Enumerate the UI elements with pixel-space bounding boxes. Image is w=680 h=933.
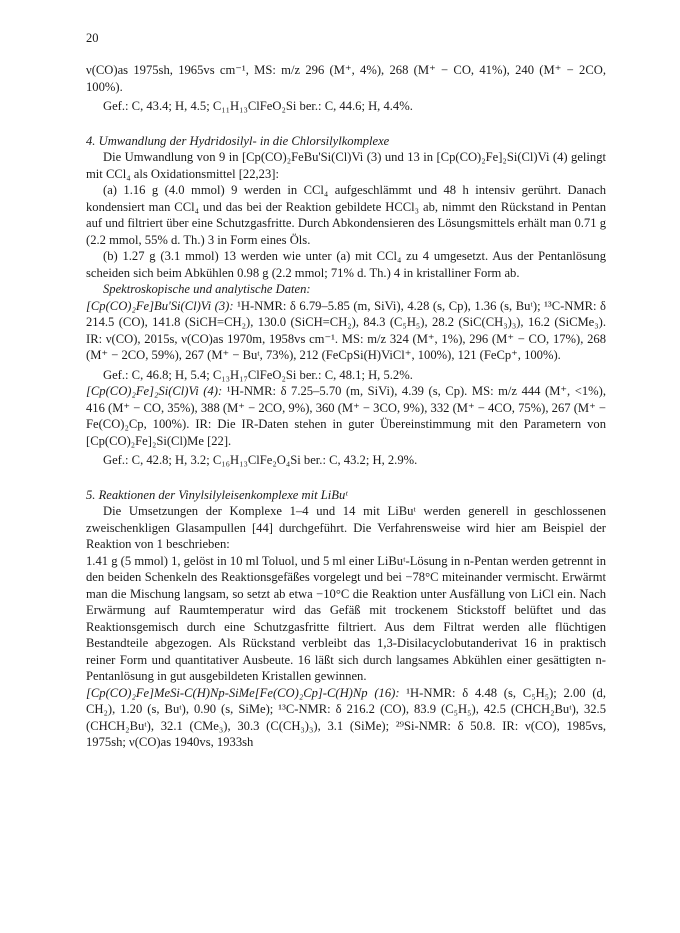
compound-3-analysis: Gef.: C, 46.8; H, 5.4; C₁₃H₁₇ClFeO₂Si ber.: C, 48.1; H, 5.2%. (103, 367, 413, 382)
procedure-b: (b) 1.27 g (3.1 mmol) 13 werden wie unter (a) mit CCl₄ zu 4 umgesetzt. Aus der Pentanlösung scheiden sich beim Abkühlen 0.98 g (2.2 mmol; 71% d. Th.) 4 in kristalliner Form ab. (86, 249, 606, 280)
page-number: 20 (86, 31, 99, 45)
compound-3-name: [Cp(CO)₂Fe]Bu'Si(Cl)Vi (3): (86, 298, 234, 313)
compound-3-text: ¹H-NMR: δ 6.79–5.85 (m, SiVi), 4.28 (s, Cp), 1.36 (s, Buᵗ); ¹³C-NMR: δ 214.5 (CO), 141.8 (SiCH=CH₂), 130.0 (SiCH=CH₂), 84.3 (C₅H₅), 28.2 (SiC(CH₃)₃), 16.2 (SiCMe₃). IR: ν(CO), 2015s, ν(CO)as 1970m, 1958vs cm⁻¹. MS: m/z 324 (M⁺, 1%), 296 (M⁺ − CO, 17%), 268 (M⁺ − 2CO, 59%), 267 (M⁺ − Buᵗ, 73%), 212 (FeCpSi(H)ViCl⁺, 100%), 121 (FeCp⁺, 100%). (86, 298, 606, 362)
section-5-heading: 5. Reaktionen der Vinylsilyleisenkomplexe mit LiBuᵗ (86, 487, 348, 502)
compound-16-name: [Cp(CO)₂Fe]MeSi-C(H)Np-SiMe[Fe(CO)₂Cp]-C(H)Np (16): (86, 685, 400, 700)
section-5-procedure: 1.41 g (5 mmol) 1, gelöst in 10 ml Toluol, und 5 ml einer LiBuᵗ-Lösung in n-Pentan werden getrennt in den beiden Schenkeln des Reaktionsgefäßes vorgelegt und bei −78°C miteinander vermischt. Erwärmt man die Mischung langsam, so setzt ab etwa −10°C die Reaktion unter Ausfällung von LiCl ein. Nach Erwärmung auf Raumtemperatur wird das Gefäß mit trockenem Stickstoff belüftet und das Reaktionsgemisch durch eine Schutzgasfritte filtriert. Aus dem Filtrat werden alle flüchtigen Bestandteile abgezogen. Als Rückstand verbleibt das 1,3-Disilacyclobutanderivat 16 in praktisch reiner Form und quantitativer Ausbeute. 16 läßt sich durch langsames Abkühlen einer gesättigten n-Pentanlösung in gut ausgebildeten Kristallen gewinnen. (86, 553, 606, 683)
compound-4-analysis: Gef.: C, 42.8; H, 3.2; C₁₆H₁₃ClFe₂O₄Si ber.: C, 43.2; H, 2.9%. (103, 453, 418, 467)
compound-16-data (86, 685, 606, 751)
compound-4-text: ¹H-NMR: δ 7.25–5.70 (m, SiVi), 4.39 (s, Cp). MS: m/z 444 (M⁺, <1%), 416 (M⁺ − CO, 35%), 388 (M⁺ − 2CO, 9%), 360 (M⁺ − 3CO, 9%), 332 (M⁺ − 4CO, 75%), 267 (M⁺ − Fe(CO)₂Cp, 100%). IR: Die IR-Daten stehen in guter Übereinstimmung mit den Parametern von [Cp(CO)₂Fe]₂Si(Cl)Me [22]. (86, 384, 607, 448)
page-body (86, 62, 606, 751)
compound-4-name: [Cp(CO)₂Fe]₂Si(Cl)Vi (4): (86, 384, 223, 398)
compound-3-data (86, 298, 606, 364)
spectroscopic-data-heading: Spektroskopische und analytische Daten: (103, 282, 311, 296)
elemental-analysis: Gef.: C, 43.4; H, 4.5; C₁₁H₁₃ClFeO₂Si ber.: C, 44.6; H, 4.4%. (103, 99, 413, 113)
procedure-a: (a) 1.16 g (4.0 mmol) 9 werden in CCl₄ aufgeschlämmt und 48 h intensiv gerührt. Danach kondensiert man CCl₄ und das bei der Reaktion gebildete HCCl₃ ab, nimmt den Rückstand in Pentan auf und filtriert über eine Schutzgasfritte. Durch Abkondensieren des Lösungsmittels erhält man 0.71 g (2.2 mmol, 55% d. Th.) 3 in Form eines Öls. (86, 183, 606, 247)
section-5-intro: Die Umsetzungen der Komplexe 1–4 und 14 mit LiBuᵗ werden generell in geschlossenen zweischenkligen Glasampullen [44] durchgeführt. Die Verfahrensweise wird hier am Beispiel der Reaktion von 1 beschrieben: (86, 504, 606, 551)
section-4-intro: Die Umwandlung von 9 in [Cp(CO)₂FeBu'Si(Cl)Vi (3) und 13 in [Cp(CO)₂Fe]₂Si(Cl)Vi (4) gelingt mit CCl₄ als Oxidationsmittel [22,23]: (86, 150, 606, 181)
ir-ms-data: ν(CO)as 1975sh, 1965vs cm⁻¹, MS: m/z 296 (M⁺, 4%), 268 (M⁺ − CO, 41%), 240 (M⁺ − 2CO, 100%). (86, 63, 606, 94)
compound-16-text: ¹H-NMR: δ 4.48 (s, C₅H₅); 2.00 (d, CH₂), 1.20 (s, Buᵗ), 0.90 (s, SiMe); ¹³C-NMR: δ 216.2 (CO), 83.9 (C₅H₅), 42.5 (CHCH₂Buᵗ), 32.5 (CHCH₂Buᵗ), 32.1 (CMe₃), 30.3 (C(CH₃)₃), 3.1 (SiMe); ²⁹Si-NMR: δ 50.8. IR: ν(CO), 1985vs, 1975sh; ν(CO)as 1940vs, 1933sh (86, 685, 606, 749)
compound-4-data (86, 383, 606, 449)
section-4-heading: 4. Umwandlung der Hydridosilyl- in die Chlorsilylkomplexe (86, 133, 390, 148)
